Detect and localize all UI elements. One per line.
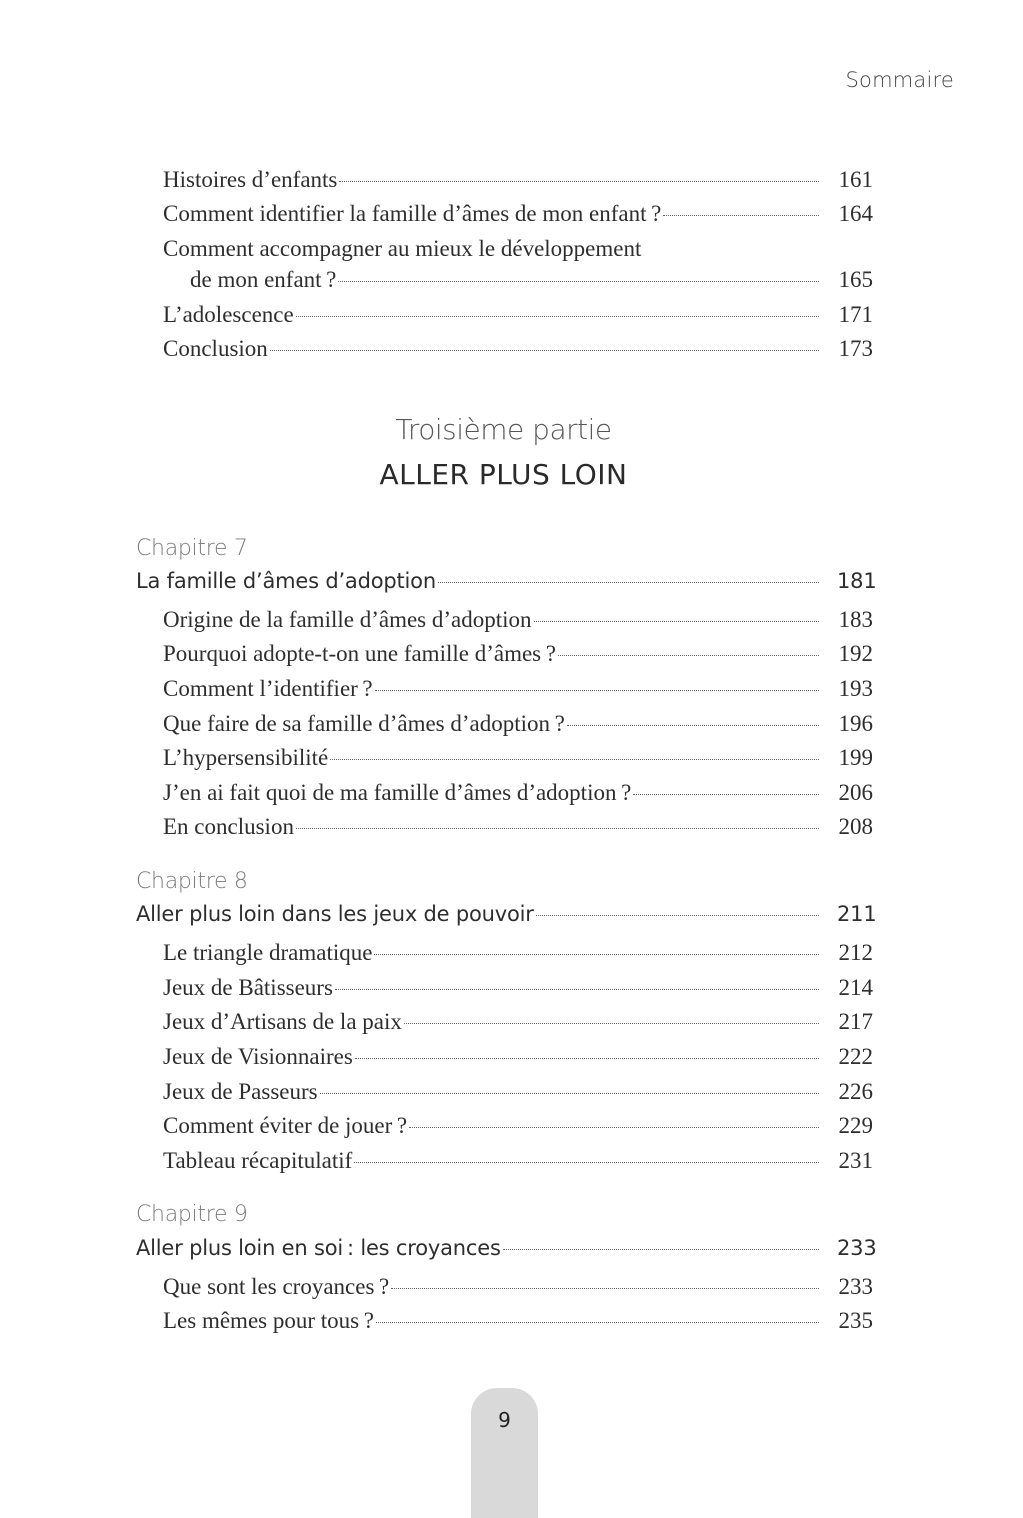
toc-entry-page: 164 <box>838 201 873 226</box>
toc-entry[interactable] <box>163 675 873 703</box>
chapter-title: La famille d’âmes d’adoption <box>136 569 436 593</box>
page-number: 9 <box>498 1408 511 1432</box>
toc-entry[interactable] <box>163 939 873 967</box>
running-header: Sommaire <box>845 68 954 92</box>
dot-leader <box>338 281 819 282</box>
toc-entry-label: Comment identifier la famille d’âmes de mon enfant ? <box>163 201 662 226</box>
toc-entry[interactable] <box>163 1008 873 1036</box>
chapter-title: Aller plus loin dans les jeux de pouvoir <box>136 902 534 926</box>
toc-entry-page: 229 <box>838 1113 873 1138</box>
dot-leader <box>296 316 819 317</box>
toc-entry[interactable] <box>163 1112 873 1140</box>
dot-leader <box>330 759 819 760</box>
toc-entry[interactable] <box>190 266 873 294</box>
dot-leader <box>409 1127 819 1128</box>
toc-entry-label-line1[interactable]: Comment accompagner au mieux le développement <box>163 236 642 261</box>
chapter-page: 233 <box>837 1236 877 1260</box>
toc-entry-page: 231 <box>838 1148 873 1173</box>
toc-entry-label: En conclusion <box>163 814 294 839</box>
toc-entry-page: 214 <box>838 975 873 1000</box>
toc-entry-label: Jeux de Visionnaires <box>163 1044 353 1069</box>
toc-entry[interactable] <box>163 335 873 363</box>
toc-entry-page: 161 <box>838 167 873 192</box>
toc-entry-page: 233 <box>838 1274 873 1299</box>
toc-entry[interactable] <box>163 1273 873 1301</box>
dot-leader <box>296 828 819 829</box>
toc-entry[interactable] <box>163 744 873 772</box>
toc-entry-page: 199 <box>838 745 873 770</box>
toc-entry[interactable] <box>163 606 873 634</box>
dot-leader <box>438 582 819 583</box>
toc-entry-page: 193 <box>838 676 873 701</box>
toc-entry-page: 206 <box>838 780 873 805</box>
toc-entry[interactable] <box>163 640 873 668</box>
dot-leader <box>536 915 819 916</box>
chapter-title-entry[interactable] <box>136 567 877 595</box>
toc-entry[interactable] <box>163 1147 873 1175</box>
toc-entry-label: Jeux d’Artisans de la paix <box>163 1009 402 1034</box>
dot-leader <box>375 690 819 691</box>
chapter-title-entry[interactable] <box>136 900 877 928</box>
dot-leader <box>633 794 819 795</box>
dot-leader <box>354 1162 819 1163</box>
toc-entry-label: Que sont les croyances ? <box>163 1274 390 1299</box>
dot-leader <box>503 1249 819 1250</box>
toc-entry-page: 165 <box>838 267 873 292</box>
dot-leader <box>374 954 819 955</box>
dot-leader <box>355 1058 819 1059</box>
dot-leader <box>404 1023 819 1024</box>
dot-leader <box>320 1093 819 1094</box>
toc-entry-page: 171 <box>838 302 873 327</box>
dot-leader <box>376 1322 819 1323</box>
toc-entry-label: Comment éviter de jouer ? <box>163 1113 408 1138</box>
toc-entry[interactable] <box>163 779 873 807</box>
toc-entry-label: de mon enfant ? <box>190 267 337 292</box>
toc-entry[interactable] <box>163 1078 873 1106</box>
toc-entry-page: 217 <box>838 1009 873 1034</box>
toc-entry-page: 183 <box>838 607 873 632</box>
toc-entry-page: 208 <box>838 814 873 839</box>
toc-entry-page: 235 <box>838 1308 873 1333</box>
toc-entry-page: 196 <box>838 711 873 736</box>
dot-leader <box>534 621 819 622</box>
toc-entry-label: Que faire de sa famille d’âmes d’adoption ? <box>163 711 565 736</box>
toc-entry[interactable] <box>163 1307 873 1335</box>
toc-entry-label: Comment l’identifier ? <box>163 676 373 701</box>
toc-entry-label: Origine de la famille d’âmes d’adoption <box>163 607 532 632</box>
toc-entry-label: Histoires d’enfants <box>163 167 338 192</box>
dot-leader <box>558 655 819 656</box>
toc-entry-label: Les mêmes pour tous ? <box>163 1308 374 1333</box>
toc-entry[interactable] <box>163 301 873 329</box>
toc-entry-label: J’en ai fait quoi de ma famille d’âmes d’adoption ? <box>163 780 632 805</box>
toc-entry-label: L’adolescence <box>163 302 294 327</box>
page-number-tab <box>471 1388 538 1518</box>
toc-entry[interactable] <box>163 813 873 841</box>
chapter-number: Chapitre 7 <box>136 536 248 561</box>
part-label: Troisième partie <box>395 413 612 446</box>
toc-entry-page: 212 <box>838 940 873 965</box>
part-title: ALLER PLUS LOIN <box>379 458 628 491</box>
toc-entry[interactable] <box>163 710 873 738</box>
dot-leader <box>335 989 819 990</box>
chapter-page: 211 <box>837 902 877 926</box>
toc-entry-page: 222 <box>838 1044 873 1069</box>
dot-leader <box>567 725 819 726</box>
toc-entry[interactable] <box>163 1043 873 1071</box>
toc-entry-label: Jeux de Passeurs <box>163 1079 318 1104</box>
toc-entry-label: Le triangle dramatique <box>163 940 373 965</box>
chapter-number: Chapitre 9 <box>136 1202 248 1227</box>
chapter-title-entry[interactable] <box>136 1234 877 1262</box>
dot-leader <box>391 1288 819 1289</box>
toc-entry-label: Conclusion <box>163 336 268 361</box>
chapter-number: Chapitre 8 <box>136 869 248 894</box>
toc-entry-page: 226 <box>838 1079 873 1104</box>
toc-entry[interactable] <box>163 200 873 228</box>
chapter-page: 181 <box>837 569 877 593</box>
toc-entry-page: 192 <box>838 641 873 666</box>
toc-entry-label: Pourquoi adopte-t-on une famille d’âmes ? <box>163 641 556 666</box>
toc-entry-label: Jeux de Bâtisseurs <box>163 975 333 1000</box>
toc-entry[interactable] <box>163 166 873 194</box>
toc-entry-page: 173 <box>838 336 873 361</box>
toc-entry[interactable] <box>163 974 873 1002</box>
toc-entry-label: Tableau récapitulatif <box>163 1148 353 1173</box>
chapter-title: Aller plus loin en soi : les croyances <box>136 1236 501 1260</box>
dot-leader <box>663 215 819 216</box>
dot-leader <box>270 350 819 351</box>
dot-leader <box>339 181 819 182</box>
toc-entry-label: L’hypersensibilité <box>163 745 329 770</box>
